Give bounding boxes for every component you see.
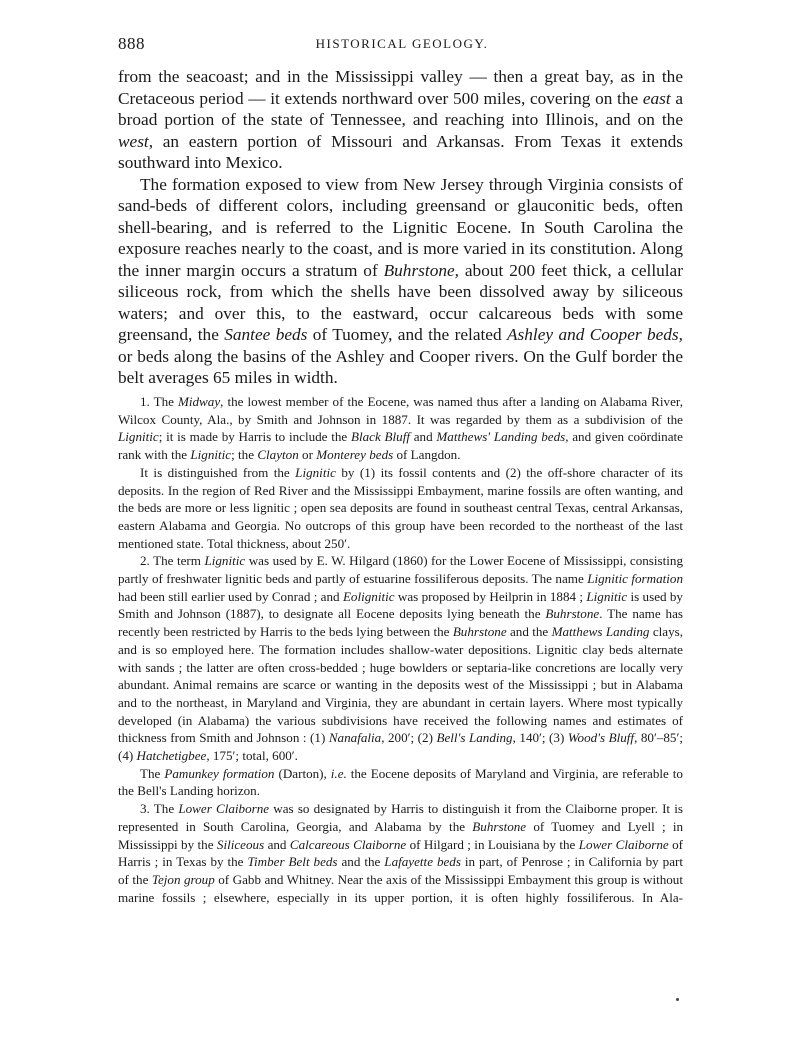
body-paragraph-2: The formation exposed to view from New Jersey through Virginia consists of sand-beds of different colors, including greensand or glauconitic beds, often shell-bearing, and is referred to the Lignitic Eocene. In South Carolina the exposure reaches nearly to the coast, and is more varied in its constitution. Along the inner margin occurs a stratum of Buhrstone, about 200 feet thick, a cellular siliceous rock, from which the shells have been dissolved away by siliceous waters; and over this, to the eastward, occur calcareous beds with some greensand, the Santee beds of Tuomey, and the related Ashley and Cooper beds, or beds along the basins of the Ashley and Cooper rivers. On the Gulf border the belt averages 65 miles in width. bbox=[118, 174, 683, 387]
note-lower-claiborne: 3. The Lower Claiborne was so designated by Harris to distinguish it from the Claiborne proper. It is represented in South Carolina, Georgia, and Alabama by the Buhrstone of Tuomey and Lyell ; in Mississippi by the Siliceous and Calcareous Claiborne of Hilgard ; in Louisiana by the Lower Claiborne of Harris ; in Texas by the Timber Belt beds and the Lafayette beds in part, of Penrose ; in California by part of the Tejon group of Gabb and Whitney. Near the axis of the Mississippi Embayment this group is without marine fossils ; elsewhere, especially in its upper portion, it is often highly fossiliferous. In Ala- bbox=[118, 801, 684, 905]
note-midway: 1. The Midway, the lowest member of the Eocene, was named thus after a landing on Alabama River, Wilcox County, Ala., by Smith and Johnson in 1887. It was regarded by them as a subdivision of the Lignitic; it is made by Harris to include the Black Bluff and Matthews' Landing beds, and given coördinate rank with the Lignitic; the Clayton or Monterey beds of Langdon. bbox=[118, 394, 683, 463]
running-head: HISTORICAL GEOLOGY. bbox=[315, 36, 489, 51]
note-pamunkey: The Pamunkey formation (Darton), i.e. the Eocene deposits of Maryland and Virginia, are referable to the Bell's Landing horizon. bbox=[118, 765, 683, 799]
body-paragraph-1: from the seacoast; and in the Mississippi valley — then a great bay, as in the Cretaceous period — it extends northward over 500 miles, covering on the east a broad portion of the state of Tennessee, and reaching into Illinois, and on the west, an eastern portion of Missouri and Arkansas. From Texas it extends southward into Mexico. bbox=[118, 67, 683, 172]
note-midway-distinction: It is distinguished from the Lignitic by (1) its fossil contents and (2) the off-shore character of its deposits. In the region of Red River and the Mississippi Embayment, marine fossils are often wanting, and the beds are more or less lignitic ; open sea deposits are found in southeast central Texas, central Arkansas, eastern Alabama and Georgia. No outcrops of this group have been recorded to the northeast of the last mentioned state. Total thickness, about 250′. bbox=[118, 464, 683, 551]
page-header bbox=[118, 34, 686, 58]
note-lignitic: 2. The term Lignitic was used by E. W. Hilgard (1860) for the Lower Eocene of Mississippi, consisting partly of freshwater lignitic beds and partly of estuarine fossiliferous deposits. The name Lignitic formation had been still earlier used by Conrad ; and Eolignitic was proposed by Heilprin in 1884 ; Lignitic is used by Smith and Johnson (1887), to designate all Eocene deposits lying beneath the Buhrstone. The name has recently been restricted by Harris to the beds lying between the Buhrstone and the Matthews Landing clays, and is so employed here. The formation includes shallow-water depositions. Lignitic clay beds alternate with sands ; the latter are often cross-bedded ; huge bowlders or septaria-like concretions are locally very abundant. Animal remains are scarce or wanting in the deposits west of the Mississippi ; but in Alabama and to the northeast, in Maryland and Virginia, they are abundant in certain layers. Where most typically developed (in Alabama) the various subdivisions have received the following names and estimates of thickness from Smith and Johnson : (1) Nanafalia, 200′; (2) Bell's Landing, 140′; (3) Wood's Bluff, 80′–85′; (4) Hatchetigbee, 175′; total, 600′. bbox=[118, 553, 683, 764]
main-text bbox=[118, 66, 683, 389]
footnotes bbox=[118, 393, 683, 906]
page-number: 888 bbox=[118, 34, 145, 53]
print-speck bbox=[676, 998, 679, 1001]
